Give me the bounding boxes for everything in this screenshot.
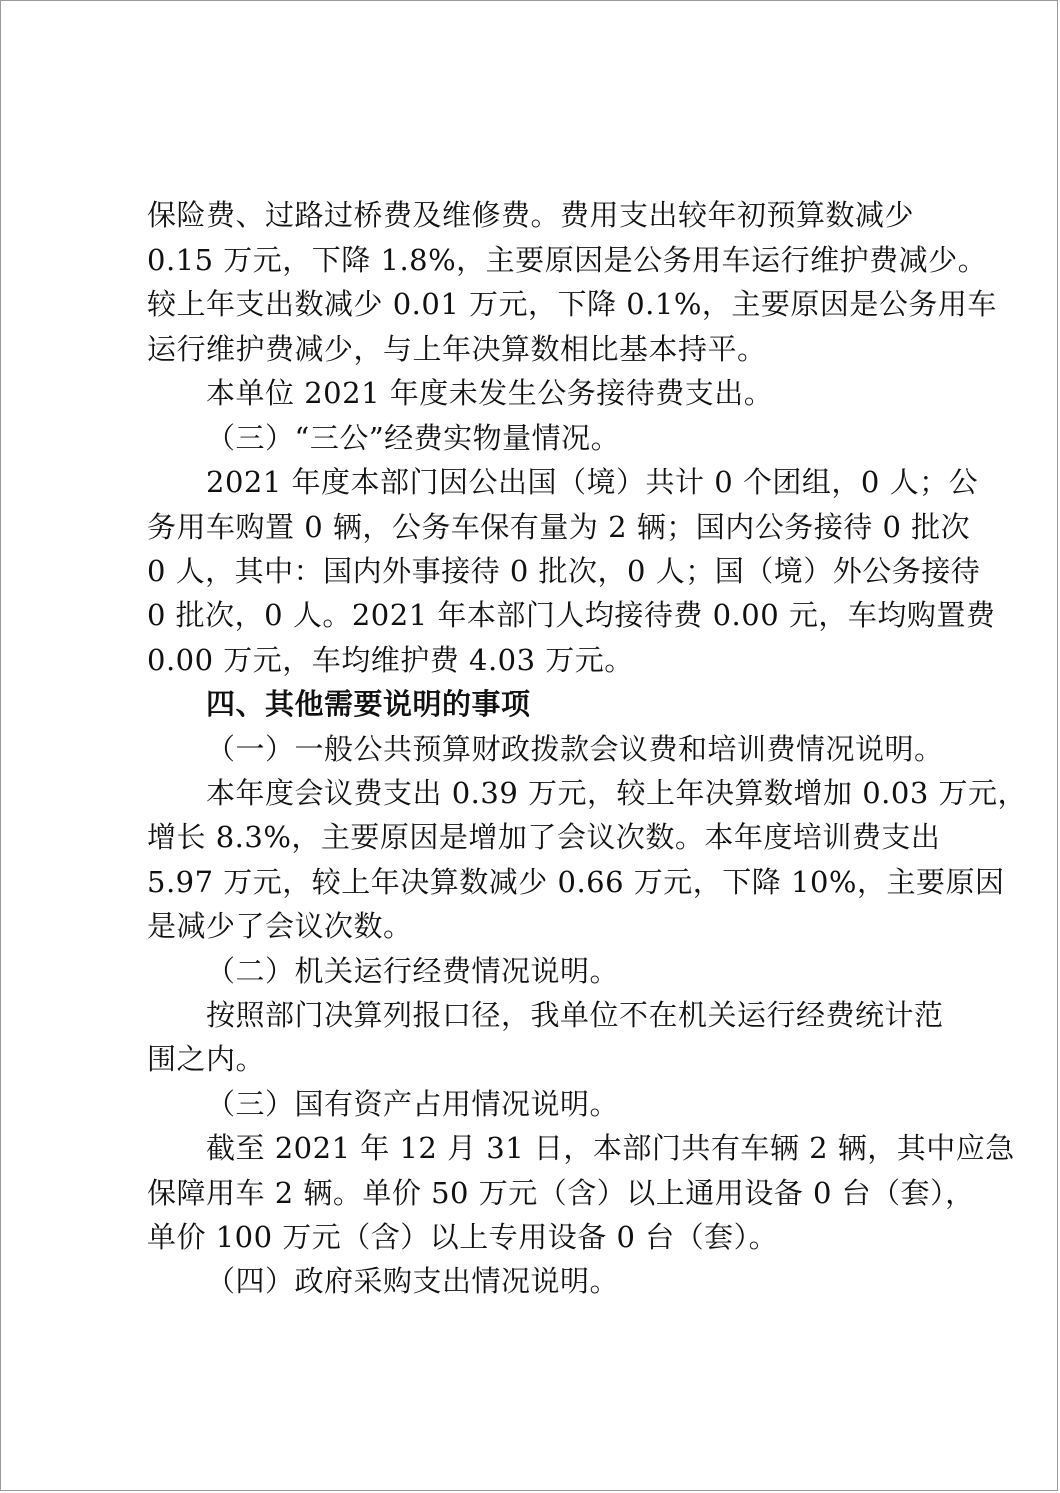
text-line: 0.15 万元，下降 1.8%，主要原因是公务用车运行维护费减少。 — [147, 243, 988, 277]
subsection-heading: （二）机关运行经费情况说明。 — [206, 954, 620, 988]
text-line: 是减少了会议次数。 — [147, 909, 413, 943]
subsection-heading: （一）一般公共预算财政拨款会议费和培训费情况说明。 — [206, 732, 944, 766]
section-heading: 四、其他需要说明的事项 — [206, 687, 531, 721]
text-line: 0 人，其中：国内外事接待 0 批次，0 人；国（境）外公务接待 — [147, 554, 981, 588]
text-line: 5.97 万元，较上年决算数减少 0.66 万元，下降 10%，主要原因 — [147, 865, 1005, 899]
text-line: 本单位 2021 年度未发生公务接待费支出。 — [206, 376, 774, 410]
text-line: 较上年支出数减少 0.01 万元，下降 0.1%，主要原因是公务用车 — [147, 287, 997, 321]
text-line: 2021 年度本部门因公出国（境）共计 0 个团组，0 人；公 — [206, 465, 979, 499]
subsection-heading: （四）政府采购支出情况说明。 — [206, 1264, 620, 1298]
text-line: 保障用车 2 辆。单价 50 万元（含）以上通用设备 0 台（套）， — [147, 1176, 975, 1210]
subsection-heading: （三）国有资产占用情况说明。 — [206, 1087, 620, 1121]
text-line: 围之内。 — [147, 1042, 266, 1076]
text-line: 保险费、过路过桥费及维修费。费用支出较年初预算数减少 — [147, 198, 915, 232]
text-line: 本年度会议费支出 0.39 万元，较上年决算数增加 0.03 万元， — [206, 776, 1028, 810]
text-line: 0.00 万元，车均维护费 4.03 万元。 — [147, 643, 634, 677]
text-line: 单价 100 万元（含）以上专用设备 0 台（套）。 — [147, 1220, 779, 1254]
text-line: 按照部门决算列报口径，我单位不在机关运行经费统计范 — [206, 998, 944, 1032]
text-line: 增长 8.3%，主要原因是增加了会议次数。本年度培训费支出 — [147, 820, 941, 854]
text-line: 运行维护费减少，与上年决算数相比基本持平。 — [147, 332, 767, 366]
text-line: 0 批次，0 人。2021 年本部门人均接待费 0.00 元，车均购置费 — [147, 598, 996, 632]
text-line: 务用车购置 0 辆，公务车保有量为 2 辆；国内公务接待 0 批次 — [147, 510, 971, 544]
text-line: 截至 2021 年 12 月 31 日，本部门共有车辆 2 辆，其中应急 — [206, 1131, 1015, 1165]
subsection-heading: （三）“三公”经费实物量情况。 — [206, 421, 621, 455]
